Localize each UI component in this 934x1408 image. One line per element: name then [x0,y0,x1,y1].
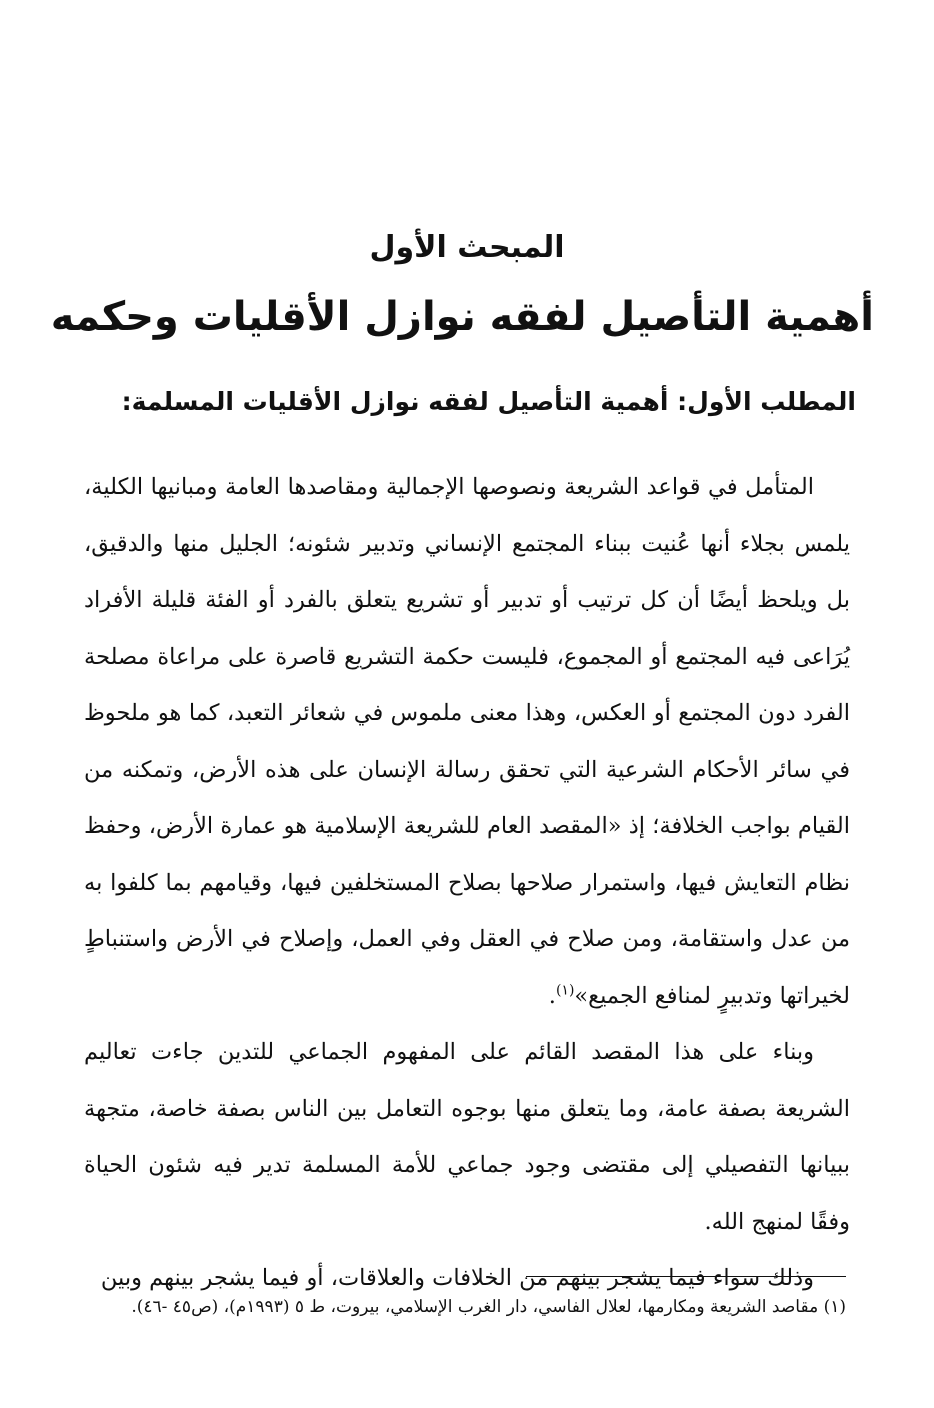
footnote-reference[interactable]: (١) [555,982,575,998]
paragraph-3: وذلك سواء فيما يشجر بينهم من الخلافات والعلاقات، أو فيما يشجر بينهم وبين [100,1265,814,1291]
body-text [84,459,850,1307]
paragraph-1-end: . [548,982,556,1009]
footnote-separator [526,1276,846,1277]
paragraph-1-text: المتأمل في قواعد الشريعة ونصوصها الإجمالية ومقاصدها العامة ومبانيها الكلية، يلمس بجلاء أنها عُنيت ببناء المجتمع الإنساني وتدبير شئونه؛ الجليل منها والدقيق، بل ويلحظ أيضًا أن كل ترتيب أو تدبير أو تشريع يتعلق بالفرد أو الفئة قليلة الأفراد يُرَاعى فيه المجتمع أو المجموع، فليست حكمة التشريع قاصرة على مراعاة مصلحة الفرد دون المجتمع أو العكس، وهذا معنى ملموس في شعائر التعبد، كما هو ملحوظ في سائر الأحكام الشرعية التي تحقق رسالة الإنسان على هذه الأرض، وتمكنه من القيام بواجب الخلافة؛ إذ «المقصد العام للشريعة الإسلامية هو عمارة الأرض، وحفظ نظام التعايش فيها، واستمرار صلاحها بصلاح المستخلفين فيها، وقيامهم بما كلفوا به من عدل واستقامة، ومن صلاح في العقل وفي العمل، وإصلاح في الأرض واستنباطٍ لخيراتها وتدبيرٍ لمنافع الجميع» [84,474,850,1009]
chapter-label: المبحث الأول [369,230,565,265]
footnote-1: (١) مقاصد الشريعة ومكارمها، لعلال الفاسي، دار الغرب الإسلامي، بيروت، ط ٥ (١٩٩٣م)، (ص٤٥ -٤٦). [131,1297,846,1317]
chapter-title: أهمية التأصيل لفقه نوازل الأقليات وحكمه [50,294,874,340]
paragraph-2: وبناء على هذا المقصد القائم على المفهوم الجماعي للتدين جاءت تعاليم الشريعة بصفة عامة، وما يتعلق منها بوجوه التعامل بين الناس بصفة خاصة، متجهة ببيانها التفصيلي إلى مقتضى وجود جماعي للأمة المسلمة تدير فيه شئون الحياة وفقًا لمنهج الله. [84,1039,850,1235]
section-heading: المطلب الأول: أهمية التأصيل لفقه نوازل الأقليات المسلمة: [121,387,856,416]
paragraph-1 [84,459,850,1024]
